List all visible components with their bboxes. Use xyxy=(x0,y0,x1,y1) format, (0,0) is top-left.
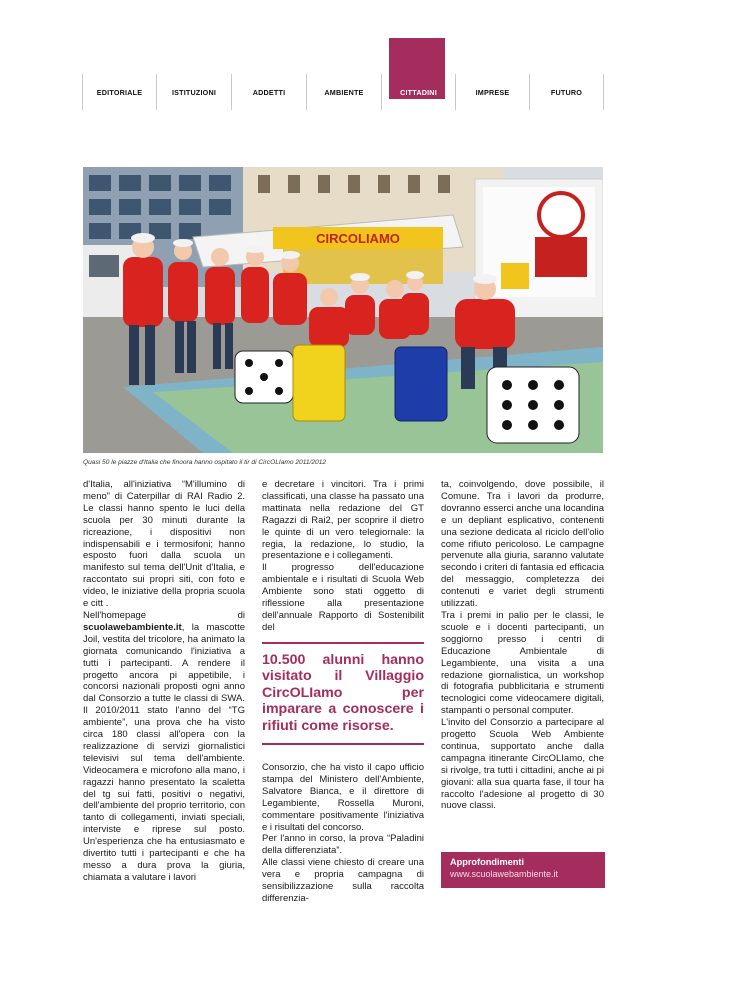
paragraph: d'Italia, all'iniziativa “M'illumino di meno” di Caterpillar di RAI Radio 2. Le classi hanno spento le luci della scuola per 30 minuti durante la ricreazione, i dispositivi non indispensabili e i termosifoni; hanno esposto fuori dalla scuola un manifesto sul tema dell'Unit d'Italia, e raccontato sui propri siti, con foto e video, le iniziative della propria scuola e citt . xyxy=(83,479,245,610)
pull-quote-text: 10.500 alunni hanno visitato il Villaggio CircOLIamo per imparare a conoscere i rifiuti come risorse. xyxy=(262,652,424,734)
paragraph: e decretare i vincitori. Tra i primi classificati, una classe ha passato una mattinata nella redazione del GT Ragazzi di Rai2, per scoprire il dietro le quinte di un vero telegiornale: la regia, la redazione, lo studio, la presentazione e i collegamenti. xyxy=(262,479,424,562)
nav-item-imprese[interactable]: IMPRESE xyxy=(455,74,529,110)
paragraph-text: , la mascotte Joil, vestita del tricolore, ha animato la giornata comunicando l'iniziativa a tutti i partecipanti. A rendere il progetto ancora pi appetibile, i concorsi nazionali proposti ogni anno dal Consorzio a tutte le classi di SWA. Il 2010/2011 stato l'anno del “TG ambiente”, una prova che ha visto circa 180 classi all'opera con la realizzazione di servizi giornalistici televisivi sul tema dell'ambiente. Videocamera e microfono alla mano, i ragazzi hanno presentato la scaletta del tg sui fatti, positivi o negativi, dell'ambiente del proprio territorio, con tanto di collegamenti, inviati speciali, interviste e riprese sul posto. Un'esperienza che ha entusiasmato e divertito tutti i partecipanti e che ha messo a dura prova la giuria, chiamata a valutare i lavori xyxy=(83,621,245,883)
paragraph: ta, coinvolgendo, dove possibile, il Comune. Tra i lavori da produrre, dovranno esserci anche una locandina e un depliant esplicativo, contenenti una sezione dedicata al riciclo dell'olio come rifiuto pericoloso. Le campagne pervenute alla giuria, saranno valutate secondo i criteri di fantasia ed efficacia del messaggio, completezza dei contenuti e variet degli strumenti utilizzati. xyxy=(441,479,604,610)
site-link[interactable]: scuolawebambiente.it xyxy=(83,621,182,633)
nav-item-ambiente[interactable]: AMBIENTE xyxy=(306,74,381,110)
article-column-2 xyxy=(262,479,424,634)
paragraph: Per l'anno in corso, la prova “Paladini della differenziata”. xyxy=(262,833,424,857)
photo-caption: Quasi 50 le piazze d'Italia che finoora hanno ospitato il tir di CircOLIamo 2011/2012 xyxy=(83,459,327,466)
further-reading-link[interactable]: www.scuolawebambiente.it xyxy=(450,869,559,879)
stand-sign: CIRCOLIAMO xyxy=(316,231,400,246)
paragraph: Tra i premi in palio per le classi, le scuole e i docenti partecipanti, un soggiorno presso i centri di Educazione Ambientale di Legambiente, una visita a una redazione giornalistica, un workshop di fotografia pubblicitaria e strumenti tecnologici come videocamere digitali, stampanti o personal computer. xyxy=(441,609,604,717)
nav-item-addetti[interactable]: ADDETTI xyxy=(231,74,306,110)
paragraph: Consorzio, che ha visto il capo ufficio stampa del Ministero dell'Ambiente, Salvatore Bianca, e il direttore di Legambiente, Rossella Muroni, commentare positivamente l'iniziativa e i risultati del concorso. xyxy=(262,762,424,833)
further-reading-title: Approfondimenti xyxy=(450,857,524,867)
paragraph xyxy=(83,610,245,884)
section-nav xyxy=(82,74,604,110)
article-column-1 xyxy=(83,479,245,884)
further-reading-box xyxy=(441,852,605,888)
paragraph: Il progresso dell'educazione ambientale e i risultati di Scuola Web Ambiente sono stati oggetto di riflessione alla presentazione dell'annuale Rapporto di Sostenibilit del xyxy=(262,562,424,633)
paragraph: Alle classi viene chiesto di creare una vera e propria campagna di sensibilizzazione sulla raccolta differenzia- xyxy=(262,857,424,904)
paragraph-text: Nell'homepage di xyxy=(83,609,245,621)
nav-item-futuro[interactable]: FUTURO xyxy=(529,74,604,110)
paragraph: L'invito del Consorzio a partecipare al progetto Scuola Web Ambiente continua, supportato anche dalla campagna itinerante CircOLIamo, che si rivolge, tra tutti i cittadini, anche ai pi giovani: alla sua quarta fase, il tour ha raccolto l'adesione al progetto di 30 nuove classi. xyxy=(441,717,604,812)
pull-quote xyxy=(262,642,424,745)
nav-item-cittadini[interactable]: CITTADINI xyxy=(381,74,455,110)
article-column-2-lower xyxy=(262,762,424,905)
article-column-3 xyxy=(441,479,604,812)
nav-item-editoriale[interactable]: EDITORIALE xyxy=(82,74,156,110)
nav-item-istituzioni[interactable]: ISTITUZIONI xyxy=(156,74,231,110)
article-photo xyxy=(83,167,603,453)
